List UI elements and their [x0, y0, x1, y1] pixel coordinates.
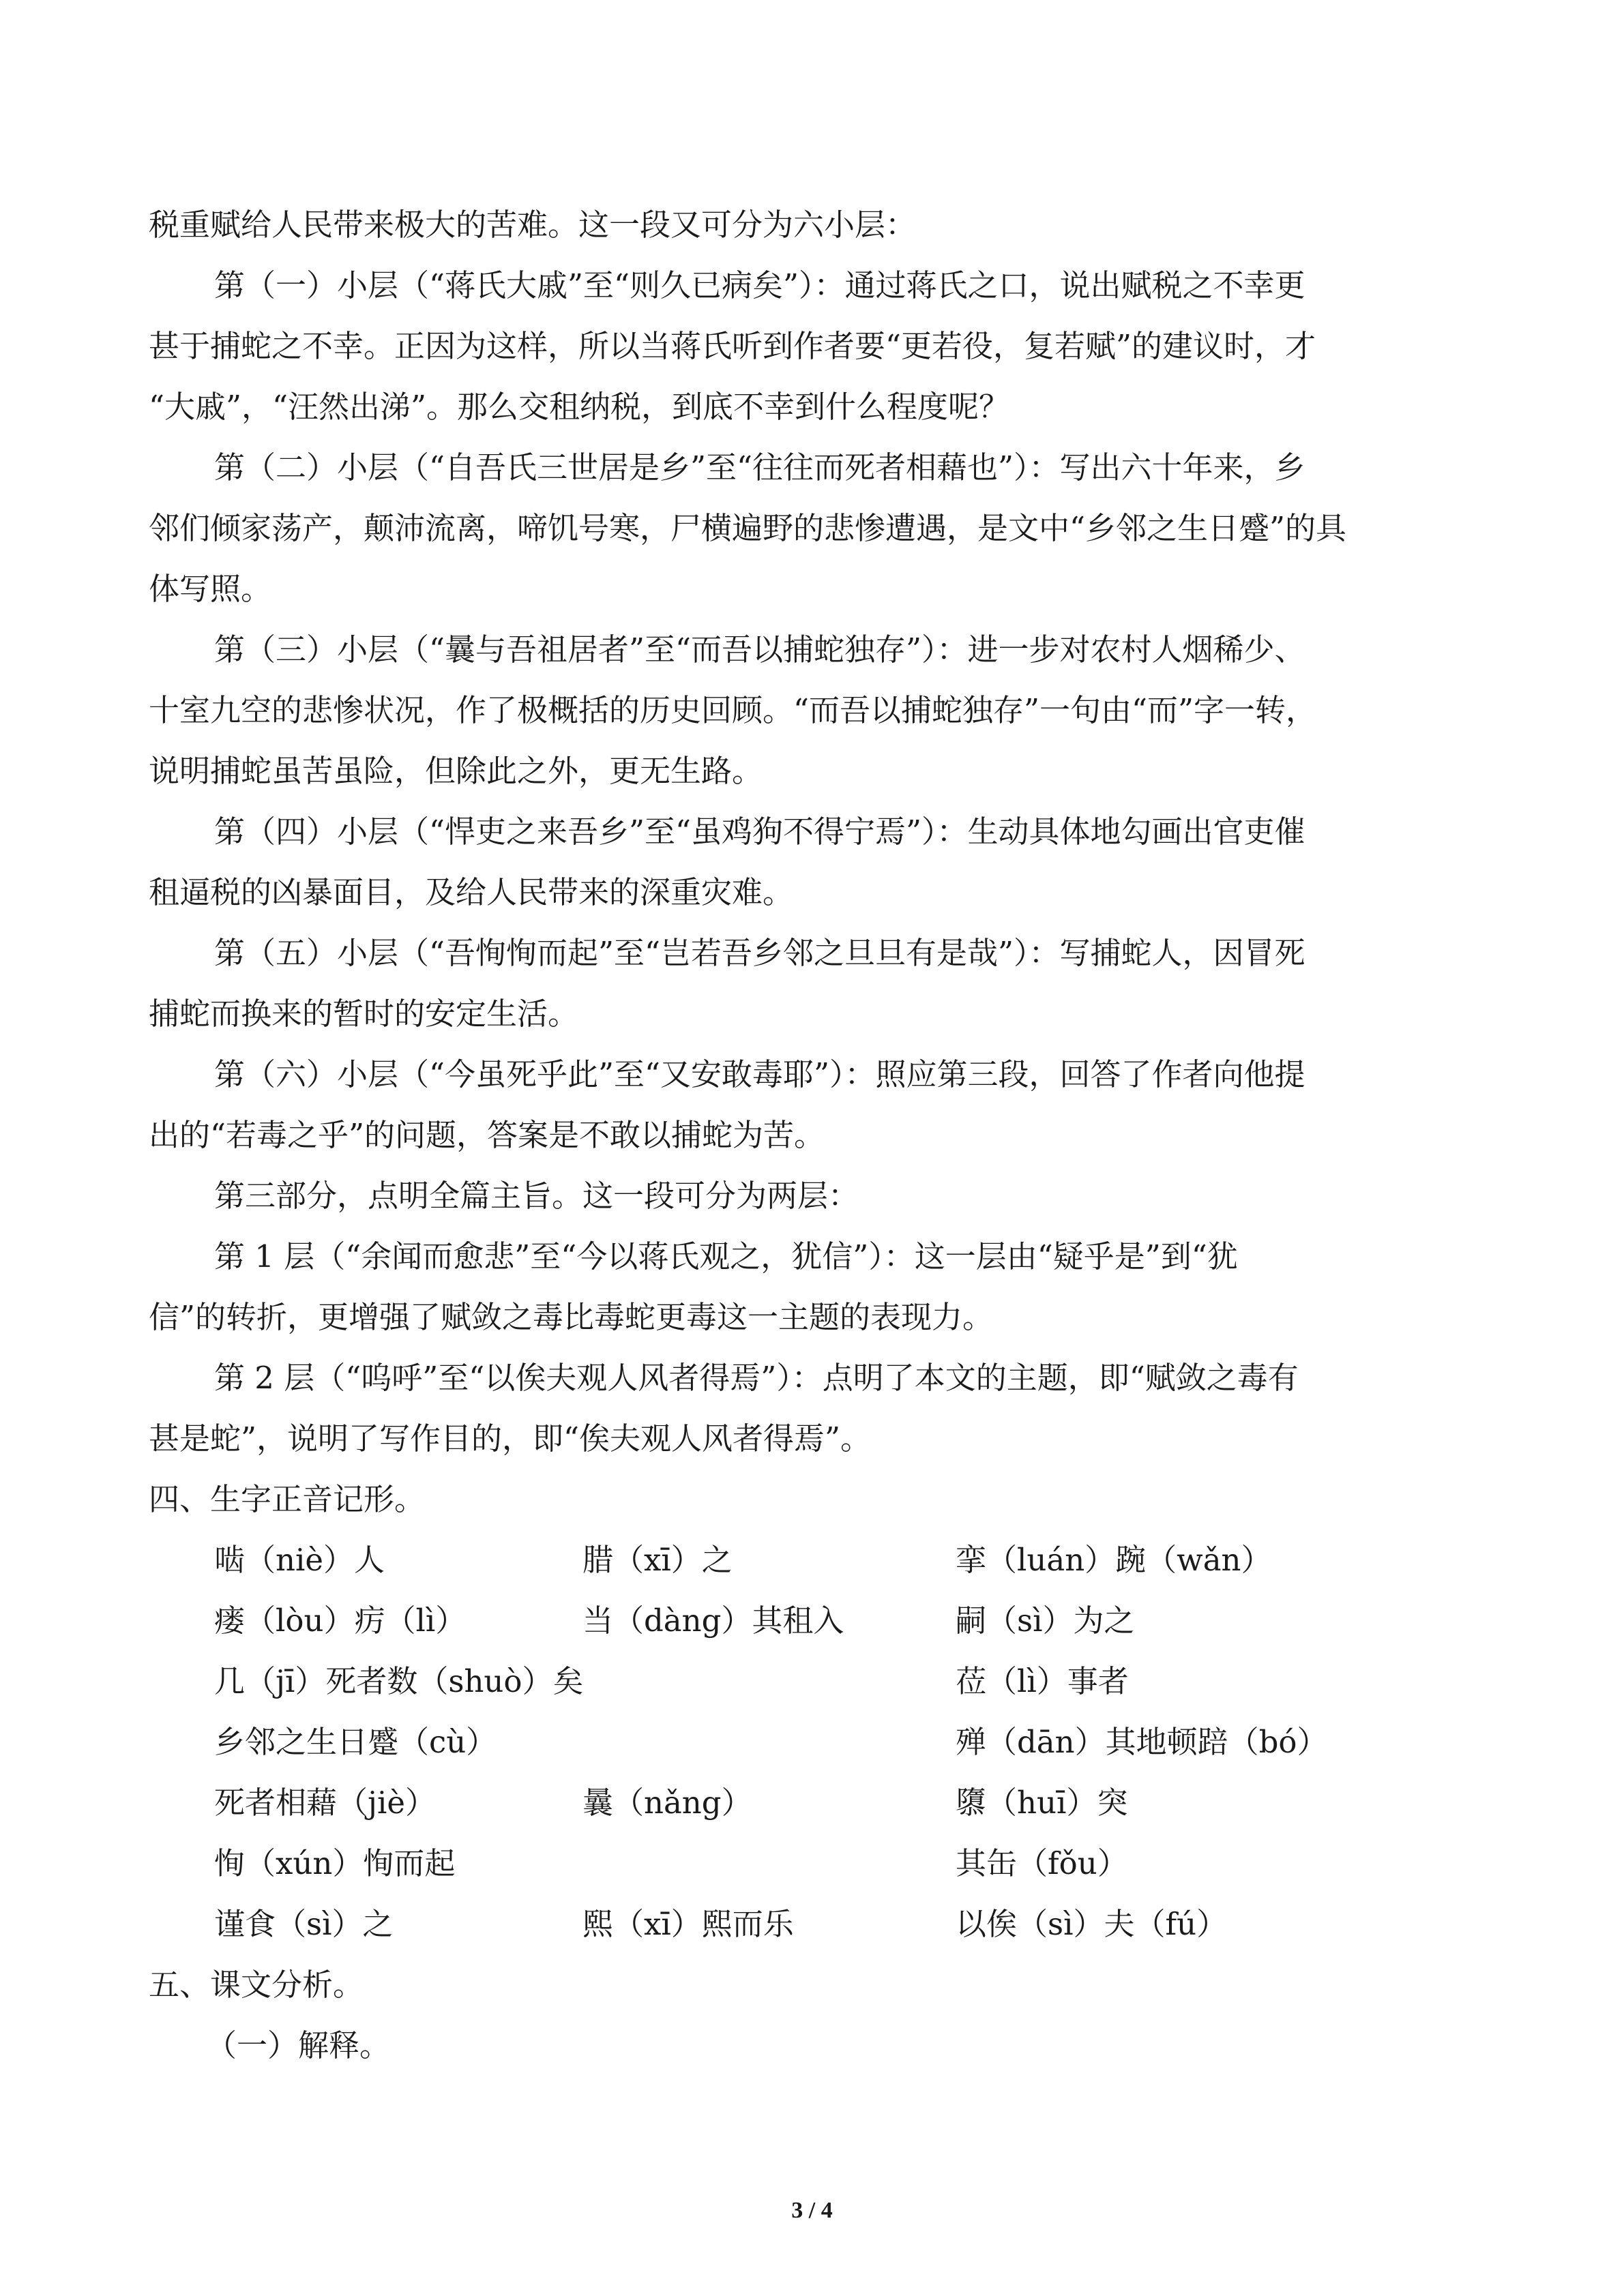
paragraph-line: 租逼税的凶暴面目，及给人民带来的深重灾难。 — [149, 874, 794, 910]
paragraph-line: 体写照。 — [149, 571, 272, 607]
layer-1-heading: 第（一）小层（“蒋氏大戚”至“则久已病矣”）：通过蒋氏之口，说出赋税之不幸更 — [214, 267, 1305, 303]
vocab-entry: 莅（lì）事者 — [956, 1663, 1129, 1699]
vocab-entry: 其缶（fǒu） — [956, 1845, 1128, 1881]
vocab-entry: 以俟（sì）夫（fú） — [956, 1906, 1228, 1942]
part-three-heading: 第三部分，点明全篇主旨。这一段可分为两层： — [214, 1178, 859, 1214]
paragraph-line: 捕蛇而换来的暂时的安定生活。 — [149, 996, 579, 1032]
paragraph-line: “大戚”，“汪然出涕”。那么交租纳税，到底不幸到什么程度呢？ — [149, 389, 1010, 425]
layer-3-heading: 第（三）小层（“曩与吾祖居者”至“而吾以捕蛇独存”）：进一步对农村人烟稀少、 — [214, 631, 1305, 668]
vocab-entry: 挛（luán）踠（wǎn） — [956, 1542, 1272, 1578]
vocab-entry: 几（jī）死者数（shuò）矣 — [214, 1663, 584, 1699]
vocab-entry: 腊（xī）之 — [582, 1542, 733, 1578]
vocab-entry: 曩（nǎng） — [582, 1785, 752, 1821]
layer-5-heading: 第（五）小层（“吾恂恂而起”至“岂若吾乡邻之旦旦有是哉”）：写捕蛇人，因冒死 — [214, 935, 1305, 971]
part-three-layer-2: 第 2 层（“呜呼”至“以俟夫观人风者得焉”）：点明了本文的主题，即“赋敛之毒有 — [214, 1360, 1299, 1396]
paragraph-line: 甚于捕蛇之不幸。正因为这样，所以当蒋氏听到作者要“更若役，复若赋”的建议时，才 — [149, 328, 1316, 364]
sub-heading-explanation: （一）解释。 — [206, 2027, 391, 2063]
vocab-entry: 恂（xún）恂而起 — [214, 1845, 456, 1881]
paragraph-line: 十室九空的悲惨状况，作了极概括的历史回顾。“而吾以捕蛇独存”一句由“而”字一转， — [149, 692, 1317, 728]
vocab-entry: 熙（xī）熙而乐 — [582, 1906, 794, 1942]
section-four-heading: 四、生字正音记形。 — [149, 1481, 426, 1517]
paragraph-line: 税重赋给人民带来极大的苦难。这一段又可分为六小层： — [149, 207, 917, 243]
paragraph-line: 甚是蛇”，说明了写作目的，即“俟夫观人风者得焉”。 — [149, 1420, 872, 1457]
vocab-entry: 谨食（sì）之 — [214, 1906, 394, 1942]
layer-2-heading: 第（二）小层（“自吾氏三世居是乡”至“往往而死者相藉也”）：写出六十年来，乡 — [214, 449, 1305, 486]
layer-6-heading: 第（六）小层（“今虽死乎此”至“又安敢毒耶”）：照应第三段，回答了作者向他提 — [214, 1056, 1305, 1092]
paragraph-line: 说明捕蛇虽苦虽险，但除此之外，更无生路。 — [149, 753, 763, 789]
layer-4-heading: 第（四）小层（“悍吏之来吾乡”至“虽鸡狗不得宁焉”）：生动具体地勾画出官吏催 — [214, 814, 1305, 850]
part-three-layer-1: 第 1 层（“余闻而愈悲”至“今以蒋氏观之，犹信”）：这一层由“疑乎是”到“犹 — [214, 1238, 1238, 1274]
vocab-entry: 嗣（sì）为之 — [956, 1602, 1135, 1639]
page-number: 3 / 4 — [791, 2198, 833, 2223]
paragraph-line: 信”的转折，更增强了赋敛之毒比毒蛇更毒这一主题的表现力。 — [149, 1299, 994, 1335]
vocab-entry: 殚（dān）其地顿踣（bó） — [956, 1724, 1328, 1760]
vocab-entry: 死者相藉（jiè） — [214, 1785, 436, 1821]
vocab-entry: 瘘（lòu）疠（lì） — [214, 1602, 467, 1639]
paragraph-line: 邻们倾家荡产，颠沛流离，啼饥号寒，尸横遍野的悲惨遭遇，是文中“乡邻之生日蹙”的具 — [149, 510, 1347, 546]
vocab-entry: 当（dàng）其租入 — [582, 1602, 844, 1639]
paragraph-line: 出的“若毒之乎”的问题，答案是不敢以捕蛇为苦。 — [149, 1117, 825, 1153]
vocab-entry: 隳（huī）突 — [956, 1785, 1128, 1821]
section-five-heading: 五、课文分析。 — [149, 1967, 364, 2003]
vocab-entry: 乡邻之生日蹙（cù） — [214, 1724, 497, 1760]
vocab-entry: 啮（niè）人 — [214, 1542, 385, 1578]
